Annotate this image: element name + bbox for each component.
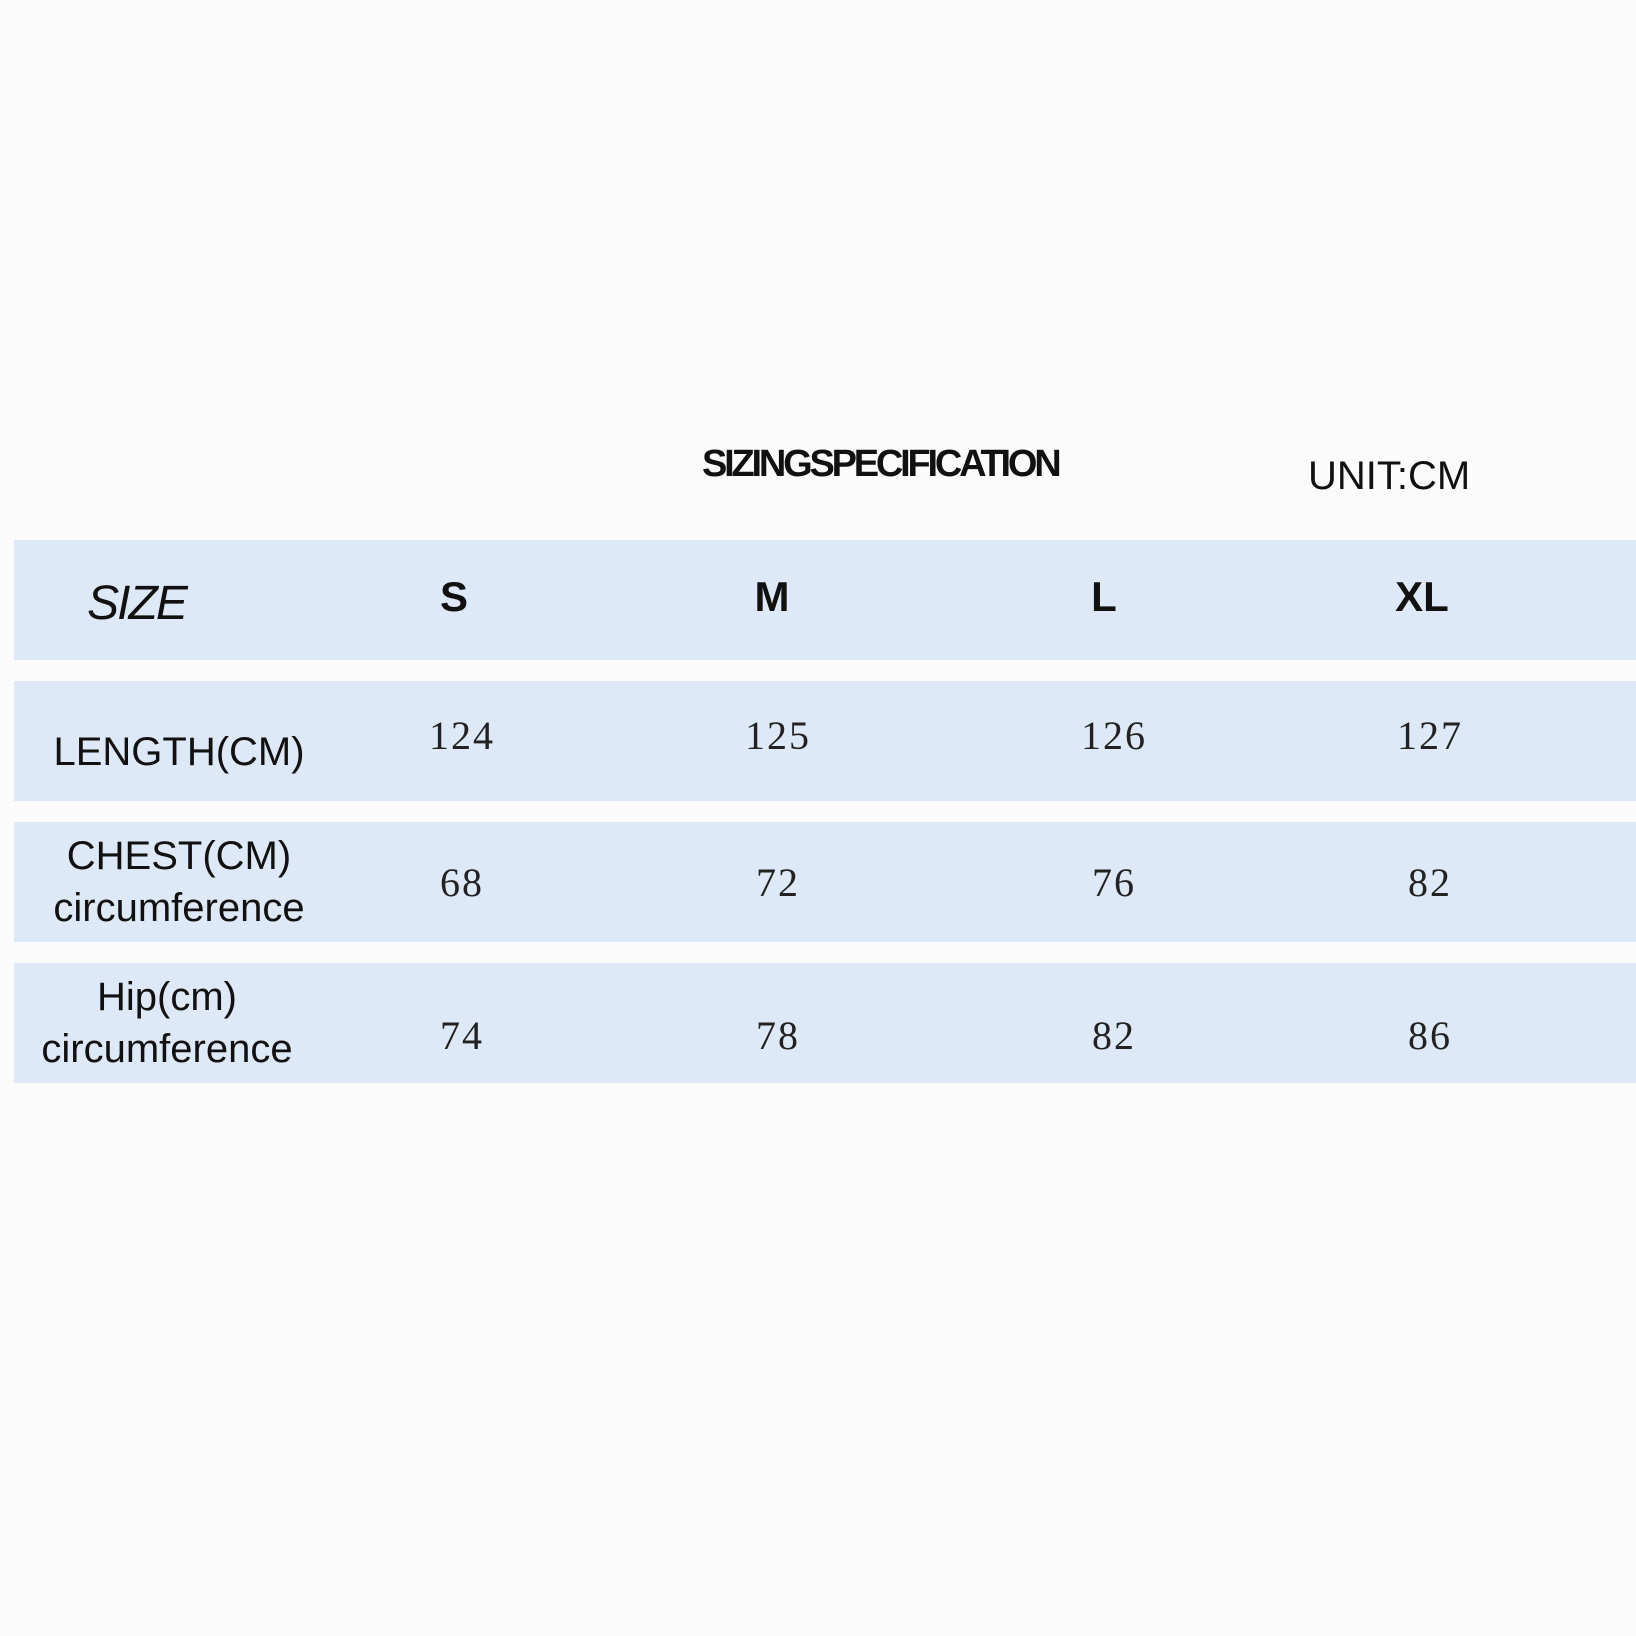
size-header-label: SIZE — [87, 577, 186, 630]
size-header-s: S — [439, 573, 468, 620]
row-label-length — [14, 681, 344, 801]
chest-value-xl: 82 — [1408, 859, 1452, 905]
chest-value-s: 68 — [440, 859, 484, 905]
chest-value-l: 76 — [1092, 859, 1136, 905]
hip-value-s: 74 — [440, 1012, 484, 1058]
size-header-xl: XL — [1395, 573, 1449, 620]
unit-label: UNIT:CM — [1308, 454, 1471, 498]
hip-value-m: 78 — [756, 1012, 800, 1058]
size-header-m: M — [754, 573, 790, 620]
row-label-line: CHEST(CM) — [66, 834, 292, 878]
row-label-line: circumference — [41, 1027, 293, 1071]
length-value-l: 126 — [1081, 712, 1147, 758]
table-row — [14, 681, 1636, 801]
row-label-line: circumference — [53, 886, 305, 930]
hip-value-xl: 86 — [1408, 1012, 1452, 1058]
hip-value-l: 82 — [1092, 1012, 1136, 1058]
row-label-chest — [14, 822, 344, 942]
chest-value-m: 72 — [756, 859, 800, 905]
length-value-xl: 127 — [1397, 712, 1463, 758]
row-label-line: Hip(cm) — [97, 975, 237, 1019]
table-row — [14, 963, 1636, 1083]
row-label-line: LENGTH(CM) — [53, 730, 305, 774]
table-header-row — [14, 540, 1636, 660]
length-value-s: 124 — [429, 712, 495, 758]
size-header-l: L — [1091, 573, 1117, 620]
page-title: SIZINGSPECIFICATION — [702, 443, 1059, 485]
length-value-m: 125 — [745, 712, 811, 758]
table-row — [14, 822, 1636, 942]
row-label-hip — [2, 963, 332, 1083]
